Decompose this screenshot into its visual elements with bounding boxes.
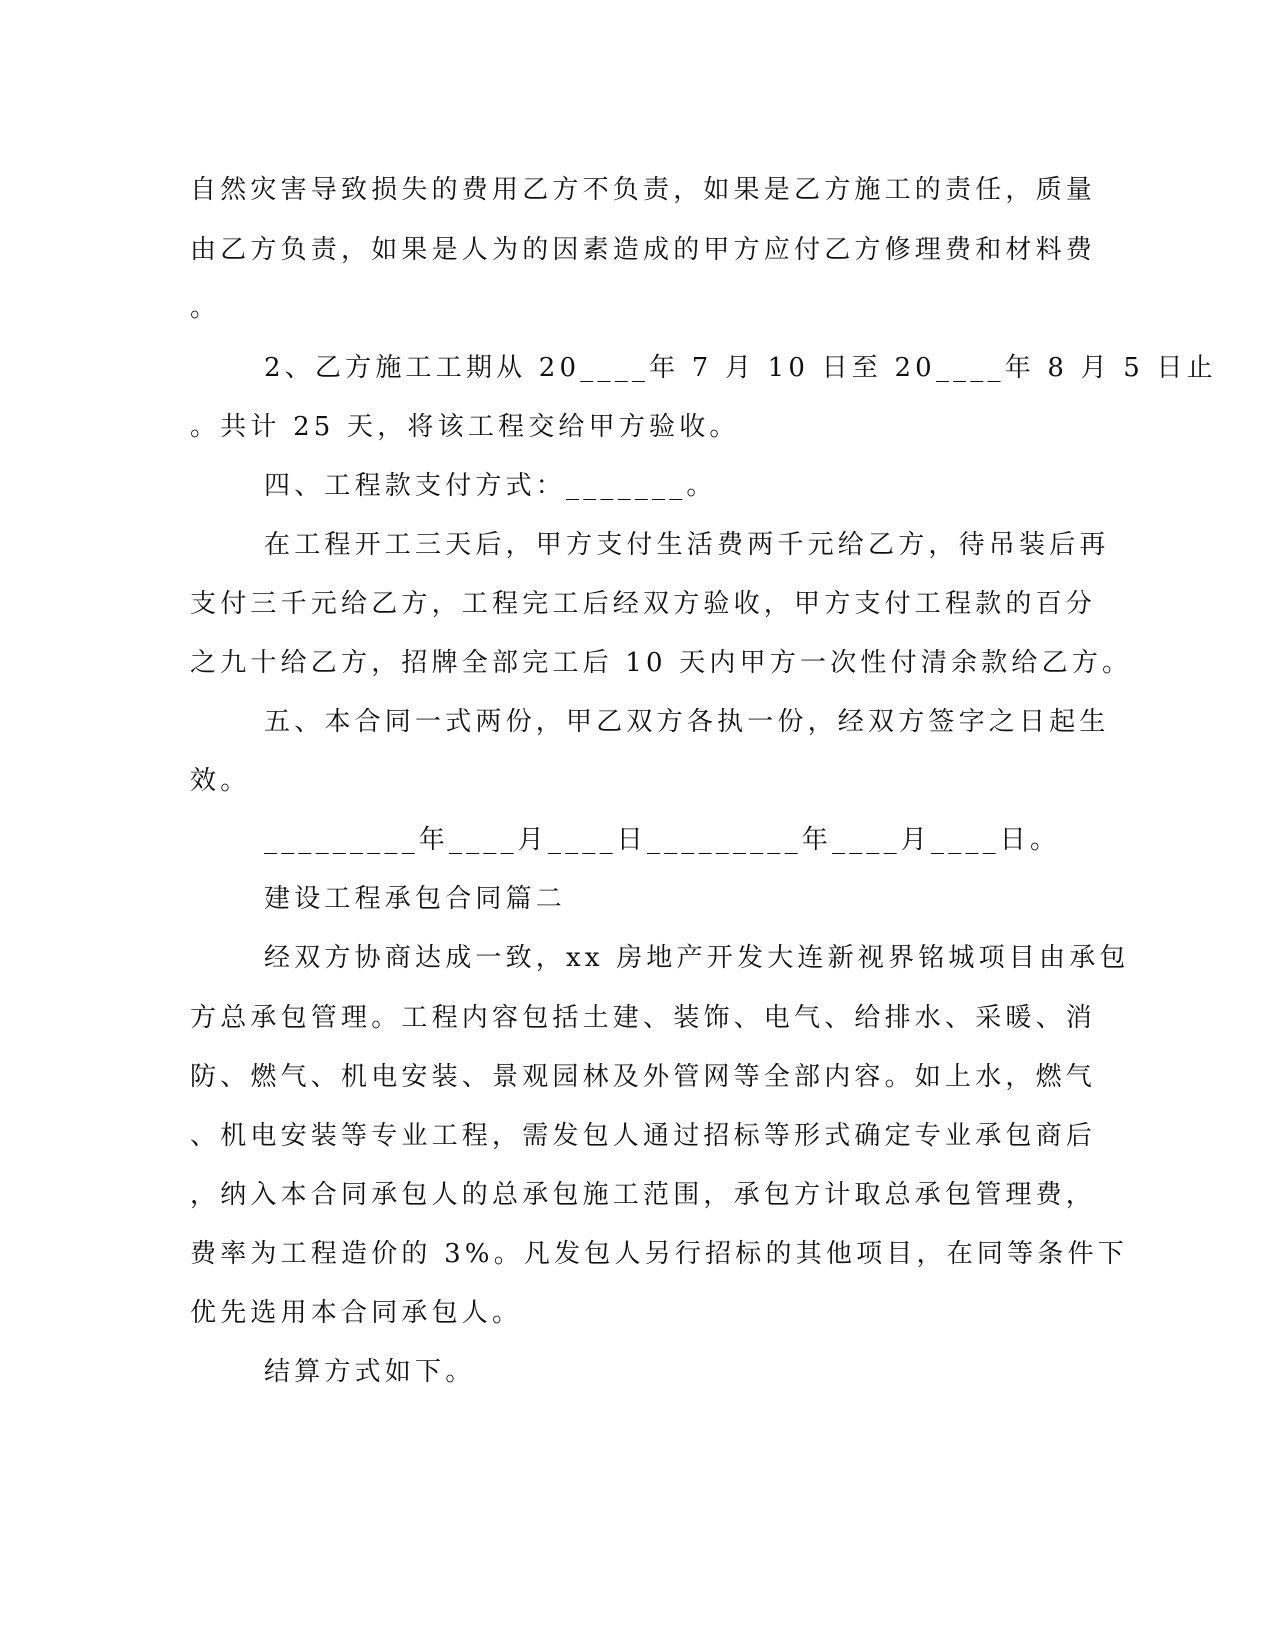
- text-line-20: 优先选用本合同承包人。: [190, 1298, 523, 1328]
- text-line-10: 五、本合同一式两份，甲乙双方各执一份，经双方签字之日起生: [264, 707, 1110, 737]
- section-title: 建设工程承包合同篇二: [264, 884, 567, 914]
- text-line-15: 方总承包管理。工程内容包括土建、装饰、电气、给排水、采暖、消: [190, 1003, 1097, 1033]
- text-line-14: 经双方协商达成一致，xx 房地产开发大连新视界铭城项目由承包: [264, 943, 1130, 973]
- text-line-16: 防、燃气、机电安装、景观园林及外管网等全部内容。如上水，燃气: [190, 1062, 1097, 1092]
- text-line-18: ，纳入本合同承包人的总承包施工范围，承包方计取总承包管理费，: [190, 1180, 1097, 1210]
- text-line-2: 由乙方负责，如果是人为的因素造成的甲方应付乙方修理费和材料费: [190, 235, 1097, 265]
- text-line-11: 效。: [190, 766, 251, 796]
- text-line-3: 。: [190, 293, 221, 323]
- text-line-5: 。共计 25 天，将该工程交给甲方验收。: [190, 412, 740, 442]
- text-line-7: 在工程开工三天后，甲方支付生活费两千元给乙方，待吊装后再: [264, 530, 1110, 560]
- text-line-4: 2、乙方施工工期从 20____年 7 月 10 日至 20____年 8 月 5 日止: [264, 353, 1217, 383]
- text-line-19: 费率为工程造价的 3%。凡发包人另行招标的其他项目，在同等条件下: [190, 1239, 1128, 1269]
- signature-date-line: _________年____月____日_________年____月____日。: [264, 825, 1061, 855]
- text-line-6: 四、工程款支付方式：_______。: [264, 471, 717, 501]
- text-line-1: 自然灾害导致损失的费用乙方不负责，如果是乙方施工的责任，质量: [190, 175, 1097, 205]
- text-line-9: 之九十给乙方，招牌全部完工后 10 天内甲方一次性付清余款给乙方。: [190, 648, 1133, 678]
- text-line-8: 支付三千元给乙方，工程完工后经双方验收，甲方支付工程款的百分: [190, 589, 1097, 619]
- text-line-21: 结算方式如下。: [264, 1357, 476, 1387]
- text-line-17: 、机电安装等专业工程，需发包人通过招标等形式确定专业承包商后: [190, 1121, 1097, 1151]
